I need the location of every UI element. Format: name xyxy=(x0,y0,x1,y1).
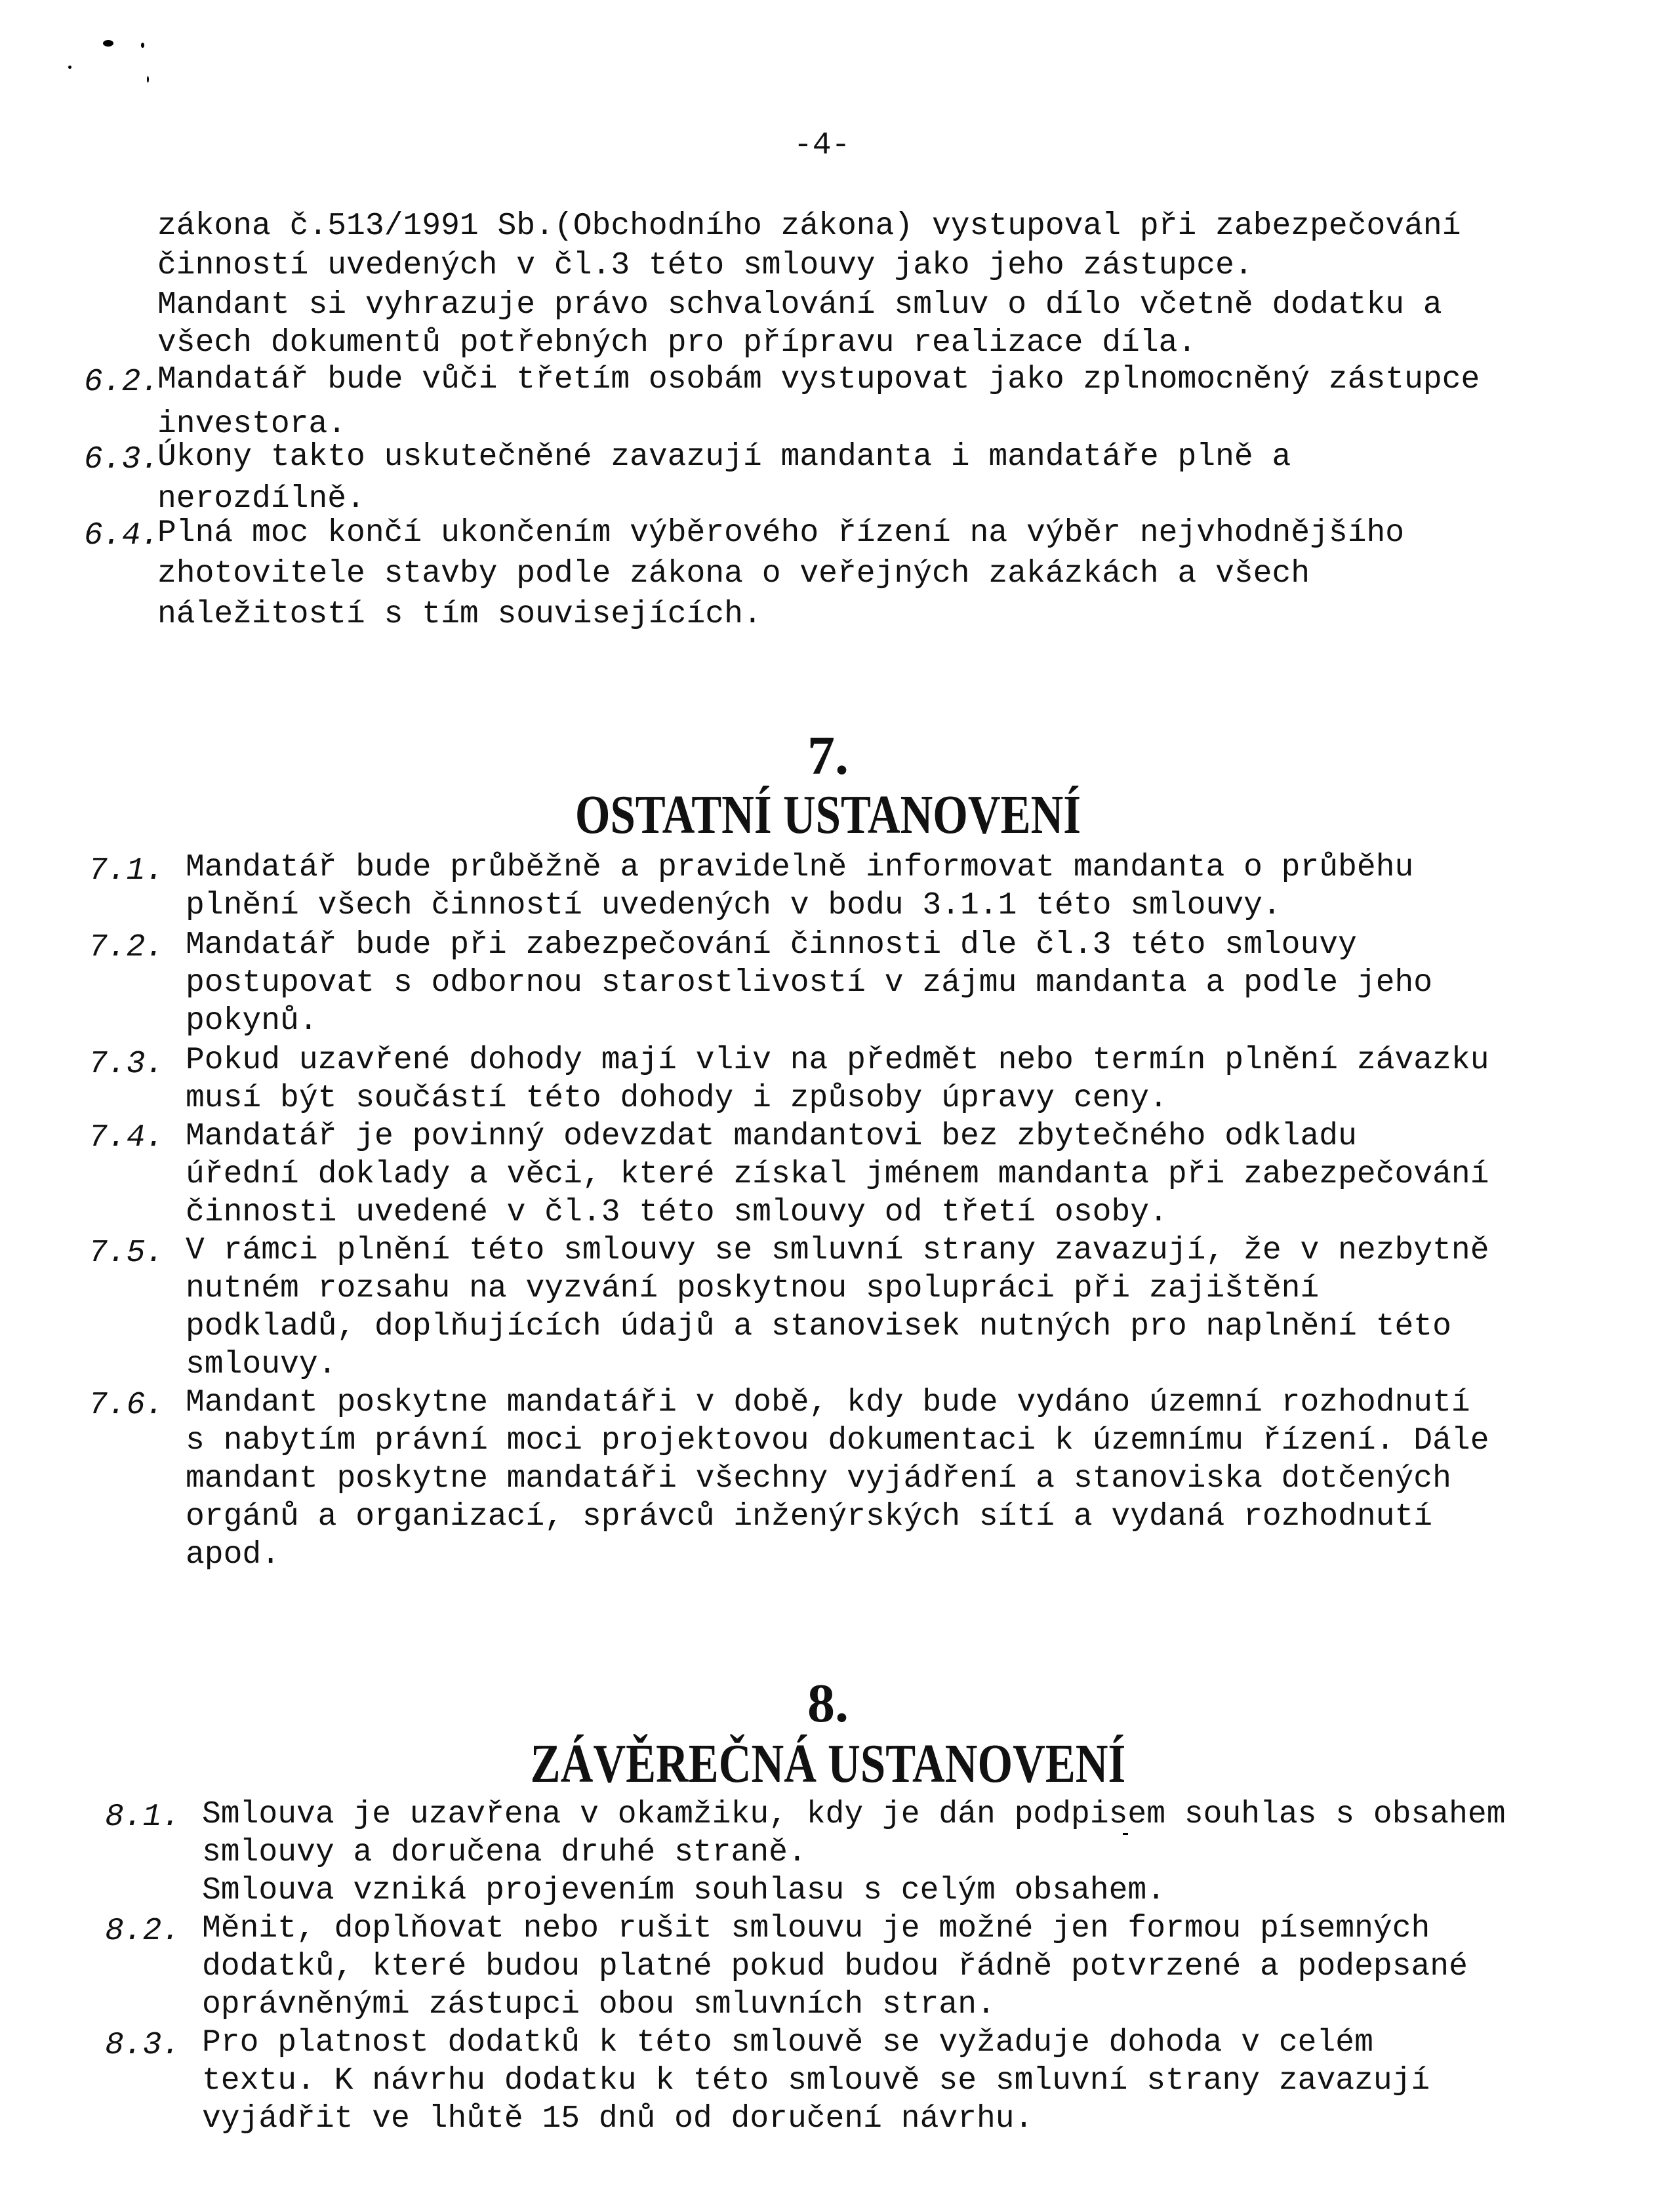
clause-text: vyjádřit ve lhůtě 15 dnů od doručení návrhu. xyxy=(202,2101,1034,2137)
clause-text: Mandatář bude průběžně a pravidelně informovat mandanta o průběhu xyxy=(186,850,1414,885)
scan-speck xyxy=(1123,1833,1128,1835)
clause-text: Měnit, doplňovat nebo rušit smlouvu je možné jen formou písemných xyxy=(202,1911,1430,1946)
clause-text: smlouvy. xyxy=(186,1347,337,1382)
clause-text: Mandatář bude vůči třetím osobám vystupovat jako zplnomocněný zástupce xyxy=(157,362,1480,397)
clause-text: s nabytím právní moci projektovou dokumentaci k územnímu řízení. Dále xyxy=(186,1423,1489,1458)
clause-text: orgánů a organizací, správců inženýrských sítí a vydaná rozhodnutí xyxy=(186,1499,1433,1535)
clause-number: 7.2. xyxy=(89,930,165,965)
clause-number: 7.6. xyxy=(89,1388,165,1423)
scan-speck xyxy=(147,76,149,83)
clause-text: Mandatář je povinný odevzdat mandantovi bez zbytečného odkladu xyxy=(186,1119,1357,1154)
clause-text: podkladů, doplňujících údajů a stanovisek nutných pro naplnění této xyxy=(186,1309,1451,1344)
clause-number: 6.2. xyxy=(84,365,160,400)
clause-text: Plná moc končí ukončením výběrového řízení na výběr nejvhodnějšího xyxy=(157,515,1405,551)
section-8-number: 8. xyxy=(807,1673,849,1734)
clause-text: textu. K návrhu dodatku k této smlouvě se smluvní strany zavazují xyxy=(202,2063,1430,2099)
clause-text: dodatků, které budou platné pokud budou řádně potvrzené a podepsané xyxy=(202,1949,1468,1984)
clause-text: Mandant poskytne mandatáři v době, kdy bude vydáno územní rozhodnutí xyxy=(186,1385,1470,1420)
clause-number: 6.3. xyxy=(84,442,160,477)
clause-text: apod. xyxy=(186,1537,281,1573)
clause-number: 7.4. xyxy=(89,1120,165,1156)
clause-text: smlouvy a doručena druhé straně. xyxy=(202,1835,807,1870)
paragraph-line: Mandant si vyhrazuje právo schvalování smluv o dílo včetně dodatku a xyxy=(157,287,1442,323)
clause-text: náležitostí s tím souvisejících. xyxy=(157,597,762,632)
scan-speck xyxy=(141,43,144,48)
clause-number: 8.1. xyxy=(105,1800,181,1835)
clause-text: činnosti uvedené v čl.3 této smlouvy od třetí osoby. xyxy=(186,1195,1168,1230)
scan-speck xyxy=(103,40,113,47)
clause-number: 7.1. xyxy=(89,853,165,889)
clause-text: úřední doklady a věci, které získal jménem mandanta při zabezpečování xyxy=(186,1157,1489,1192)
clause-text: nutném rozsahu na vyzvání poskytnou spolupráci při zajištění xyxy=(186,1271,1320,1306)
clause-text: zhotovitele stavby podle zákona o veřejných zakázkách a všech xyxy=(157,556,1310,592)
section-7-title: OSTATNÍ USTANOVENÍ xyxy=(575,784,1081,845)
clause-number: 7.3. xyxy=(89,1047,165,1082)
clause-text: plnění všech činností uvedených v bodu 3.1.1 této smlouvy. xyxy=(186,888,1282,923)
paragraph-line: činností uvedených v čl.3 této smlouvy jako jeho zástupce. xyxy=(157,248,1253,283)
clause-number: 7.5. xyxy=(89,1236,165,1271)
clause-text: postupovat s odbornou starostlivostí v zájmu mandanta a podle jeho xyxy=(186,965,1433,1001)
clause-text: oprávněnými zástupci obou smluvních stran. xyxy=(202,1987,996,2022)
page-number: -4- xyxy=(794,128,851,163)
clause-text: Úkony takto uskutečněné zavazují mandanta i mandatáře plně a xyxy=(157,439,1291,475)
clause-number: 8.3. xyxy=(105,2028,181,2063)
clause-text: Mandatář bude při zabezpečování činnosti dle čl.3 této smlouvy xyxy=(186,927,1357,963)
clause-text: pokynů. xyxy=(186,1003,318,1039)
clause-text: Smlouva je uzavřena v okamžiku, kdy je dán podpisem souhlas s obsahem xyxy=(202,1797,1506,1832)
clause-text: Pokud uzavřené dohody mají vliv na předmět nebo termín plnění závazku xyxy=(186,1043,1489,1078)
paragraph-line: všech dokumentů potřebných pro přípravu realizace díla. xyxy=(157,325,1197,361)
clause-text: V rámci plnění této smlouvy se smluvní strany zavazují, že v nezbytně xyxy=(186,1233,1489,1268)
clause-text: Smlouva vzniká projevením souhlasu s celým obsahem. xyxy=(202,1873,1166,1908)
clause-text: Pro platnost dodatků k této smlouvě se vyžaduje dohoda v celém xyxy=(202,2025,1373,2061)
clause-number: 6.4. xyxy=(84,518,160,553)
clause-text: investora. xyxy=(157,407,347,442)
scan-speck xyxy=(68,66,71,69)
clause-text: nerozdílně. xyxy=(157,481,365,517)
section-8-title: ZÁVĚREČNÁ USTANOVENÍ xyxy=(530,1733,1126,1794)
section-7-number: 7. xyxy=(807,725,849,786)
clause-text: musí být součástí této dohody i způsoby úpravy ceny. xyxy=(186,1081,1168,1116)
paragraph-line: zákona č.513/1991 Sb.(Obchodního zákona) vystupoval při zabezpečování xyxy=(157,209,1461,244)
clause-number: 8.2. xyxy=(105,1914,181,1949)
clause-text: mandant poskytne mandatáři všechny vyjádření a stanoviska dotčených xyxy=(186,1461,1451,1497)
